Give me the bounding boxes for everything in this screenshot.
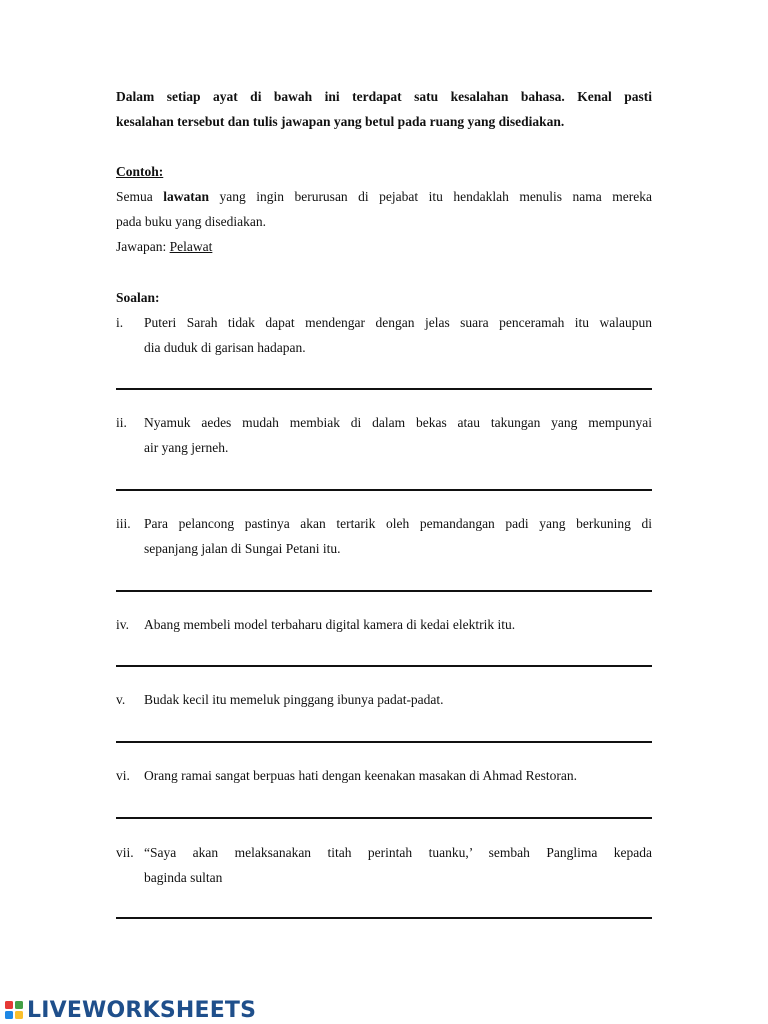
question-text: [144, 410, 652, 460]
question-number: vii.: [116, 845, 134, 860]
liveworksheets-logo[interactable]: [4, 996, 256, 1024]
question-text: [144, 763, 652, 788]
example-keyword: lawatan: [163, 189, 209, 204]
answer-field-2[interactable]: [116, 489, 652, 491]
brand-text: LIVEWORKSHEETS: [27, 997, 257, 1023]
question-line-2: dia duduk di garisan hadapan.: [144, 340, 306, 355]
answer-field-7[interactable]: [116, 917, 652, 919]
answer-field-5[interactable]: [116, 741, 652, 743]
question-text: [144, 687, 652, 712]
example-sentence: [116, 184, 652, 234]
question-text: [144, 840, 652, 890]
answer-field-3[interactable]: [116, 590, 652, 592]
example-text-before: Semua: [116, 189, 164, 204]
instructions: [116, 84, 652, 134]
question-number: iv.: [116, 617, 129, 632]
question-number: v.: [116, 692, 126, 707]
answer-value: Pelawat: [169, 239, 213, 254]
instruction-line-2: kesalahan tersebut dan tulis jawapan yang betul pada ruang yang disediakan.: [116, 114, 565, 129]
question-text: [144, 612, 652, 637]
answer-field-4[interactable]: [116, 665, 652, 667]
question-number: i.: [116, 315, 124, 330]
questions-heading: Soalan:: [116, 290, 160, 305]
question-line-1: Orang ramai sangat berpuas hati dengan keenakan masakan di Ahmad Restoran.: [144, 768, 577, 783]
answer-field-6[interactable]: [116, 817, 652, 819]
example-line-1: [116, 184, 652, 209]
question-number: vi.: [116, 768, 130, 783]
answer-field-1[interactable]: [116, 388, 652, 390]
question-line-1: Puteri Sarah tidak dapat mendengar dengan jelas suara penceramah itu walaupun: [144, 315, 652, 330]
example-line-2: pada buku yang disediakan.: [116, 214, 266, 229]
question-line-1: “Saya akan melaksanakan titah perintah tuanku,’ sembah Panglima kepada: [144, 845, 652, 860]
question-text: [144, 310, 652, 360]
question-text: [144, 511, 652, 561]
question-line-2: air yang jerneh.: [144, 440, 229, 455]
example-answer: [116, 234, 212, 259]
example-heading: Contoh:: [116, 164, 164, 179]
question-number: ii.: [116, 415, 127, 430]
example-text-after: yang ingin berurusan di pejabat itu hendaklah menulis nama mereka: [209, 189, 652, 204]
question-line-1: Abang membeli model terbaharu digital kamera di kedai elektrik itu.: [144, 617, 516, 632]
question-line-1: Para pelancong pastinya akan tertarik oleh pemandangan padi yang berkuning di: [144, 516, 652, 531]
answer-label: Jawapan:: [116, 239, 170, 254]
question-line-2: baginda sultan: [144, 870, 223, 885]
question-line-2: sepanjang jalan di Sungai Petani itu.: [144, 541, 341, 556]
question-line-1: Budak kecil itu memeluk pinggang ibunya padat-padat.: [144, 692, 444, 707]
question-line-1: Nyamuk aedes mudah membiak di dalam bekas atau takungan yang mempunyai: [144, 415, 652, 430]
instruction-line-1: Dalam setiap ayat di bawah ini terdapat satu kesalahan bahasa. Kenal pasti: [116, 89, 652, 104]
question-number: iii.: [116, 516, 131, 531]
liveworksheets-logo-icon: [4, 1000, 24, 1020]
